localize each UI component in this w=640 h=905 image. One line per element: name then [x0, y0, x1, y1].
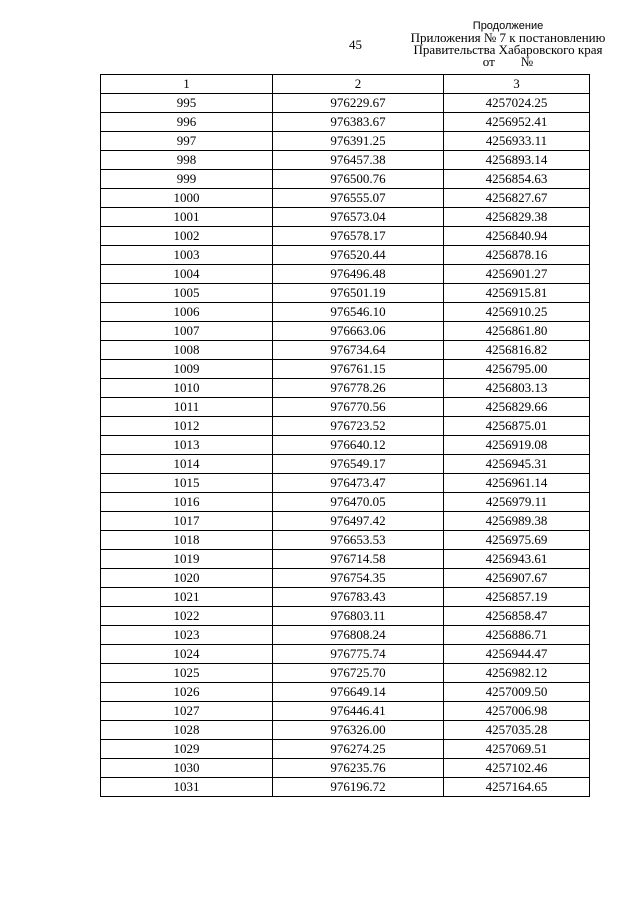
x-coordinate-cell: 976496.48 — [273, 265, 444, 284]
y-coordinate-cell: 4256854.63 — [444, 170, 590, 189]
y-coordinate-cell: 4256829.38 — [444, 208, 590, 227]
point-number-cell: 1019 — [101, 550, 273, 569]
x-coordinate-cell: 976501.19 — [273, 284, 444, 303]
table-row — [101, 683, 590, 702]
point-number-cell: 1018 — [101, 531, 273, 550]
point-number-cell: 1012 — [101, 417, 273, 436]
x-coordinate-cell: 976555.07 — [273, 189, 444, 208]
table-row — [101, 94, 590, 113]
x-coordinate-cell: 976649.14 — [273, 683, 444, 702]
table-row — [101, 360, 590, 379]
y-coordinate-cell: 4256944.47 — [444, 645, 590, 664]
x-coordinate-cell: 976723.52 — [273, 417, 444, 436]
point-number-cell: 1011 — [101, 398, 273, 417]
y-coordinate-cell: 4256919.08 — [444, 436, 590, 455]
table-body — [101, 94, 590, 797]
point-number-cell: 1014 — [101, 455, 273, 474]
table-row — [101, 778, 590, 797]
x-coordinate-cell: 976446.41 — [273, 702, 444, 721]
point-number-cell: 1021 — [101, 588, 273, 607]
y-coordinate-cell: 4256910.25 — [444, 303, 590, 322]
y-coordinate-cell: 4256795.00 — [444, 360, 590, 379]
column-header-1: 1 — [101, 75, 273, 94]
table-row — [101, 436, 590, 455]
table-row — [101, 759, 590, 778]
table-header-row — [101, 75, 590, 94]
y-coordinate-cell: 4256982.12 — [444, 664, 590, 683]
column-header-3: 3 — [444, 75, 590, 94]
x-coordinate-cell: 976473.47 — [273, 474, 444, 493]
table-row — [101, 303, 590, 322]
point-number-cell: 1017 — [101, 512, 273, 531]
table-row — [101, 265, 590, 284]
x-coordinate-cell: 976783.43 — [273, 588, 444, 607]
x-coordinate-cell: 976640.12 — [273, 436, 444, 455]
y-coordinate-cell: 4256961.14 — [444, 474, 590, 493]
point-number-cell: 1009 — [101, 360, 273, 379]
y-coordinate-cell: 4256907.67 — [444, 569, 590, 588]
x-coordinate-cell: 976391.25 — [273, 132, 444, 151]
header-appendix-line: Приложения № 7 к постановлению — [410, 30, 606, 45]
point-number-cell: 1008 — [101, 341, 273, 360]
point-number-cell: 1026 — [101, 683, 273, 702]
x-coordinate-cell: 976383.67 — [273, 113, 444, 132]
point-number-cell: 1002 — [101, 227, 273, 246]
table-row — [101, 626, 590, 645]
point-number-cell: 1028 — [101, 721, 273, 740]
header-continuation: Продолжение — [472, 20, 544, 32]
y-coordinate-cell: 4256989.38 — [444, 512, 590, 531]
y-coordinate-cell: 4256857.19 — [444, 588, 590, 607]
x-coordinate-cell: 976196.72 — [273, 778, 444, 797]
point-number-cell: 1031 — [101, 778, 273, 797]
table-row — [101, 740, 590, 759]
point-number-cell: 1013 — [101, 436, 273, 455]
table-row — [101, 645, 590, 664]
table-row — [101, 588, 590, 607]
document-header — [404, 20, 612, 68]
y-coordinate-cell: 4257024.25 — [444, 94, 590, 113]
x-coordinate-cell: 976808.24 — [273, 626, 444, 645]
y-coordinate-cell: 4256979.11 — [444, 493, 590, 512]
point-number-cell: 1003 — [101, 246, 273, 265]
point-number-cell: 1016 — [101, 493, 273, 512]
point-number-cell: 997 — [101, 132, 273, 151]
y-coordinate-cell: 4257035.28 — [444, 721, 590, 740]
y-coordinate-cell: 4257069.51 — [444, 740, 590, 759]
table-row — [101, 664, 590, 683]
page-number: 45 — [349, 37, 362, 52]
table-row — [101, 113, 590, 132]
table-row — [101, 721, 590, 740]
table-row — [101, 189, 590, 208]
table-row — [101, 151, 590, 170]
y-coordinate-cell: 4256933.11 — [444, 132, 590, 151]
table-row — [101, 208, 590, 227]
y-coordinate-cell: 4257009.50 — [444, 683, 590, 702]
table-row — [101, 322, 590, 341]
point-number-cell: 1023 — [101, 626, 273, 645]
table-row — [101, 512, 590, 531]
point-number-cell: 998 — [101, 151, 273, 170]
y-coordinate-cell: 4256829.66 — [444, 398, 590, 417]
x-coordinate-cell: 976326.00 — [273, 721, 444, 740]
point-number-cell: 1004 — [101, 265, 273, 284]
x-coordinate-cell: 976497.42 — [273, 512, 444, 531]
x-coordinate-cell: 976725.70 — [273, 664, 444, 683]
x-coordinate-cell: 976578.17 — [273, 227, 444, 246]
y-coordinate-cell: 4256952.41 — [444, 113, 590, 132]
y-coordinate-cell: 4256803.13 — [444, 379, 590, 398]
y-coordinate-cell: 4256943.61 — [444, 550, 590, 569]
x-coordinate-cell: 976653.53 — [273, 531, 444, 550]
table-row — [101, 455, 590, 474]
x-coordinate-cell: 976229.67 — [273, 94, 444, 113]
table-row — [101, 607, 590, 626]
x-coordinate-cell: 976546.10 — [273, 303, 444, 322]
y-coordinate-cell: 4256975.69 — [444, 531, 590, 550]
x-coordinate-cell: 976734.64 — [273, 341, 444, 360]
point-number-cell: 1007 — [101, 322, 273, 341]
point-number-cell: 1027 — [101, 702, 273, 721]
table-row — [101, 170, 590, 189]
point-number-cell: 1024 — [101, 645, 273, 664]
table-row — [101, 379, 590, 398]
point-number-cell: 1015 — [101, 474, 273, 493]
x-coordinate-cell: 976457.38 — [273, 151, 444, 170]
y-coordinate-cell: 4256840.94 — [444, 227, 590, 246]
table-row — [101, 227, 590, 246]
x-coordinate-cell: 976500.76 — [273, 170, 444, 189]
point-number-cell: 1006 — [101, 303, 273, 322]
header-date-number-line: от № — [482, 54, 534, 69]
table-row — [101, 569, 590, 588]
x-coordinate-cell: 976770.56 — [273, 398, 444, 417]
x-coordinate-cell: 976235.76 — [273, 759, 444, 778]
point-number-cell: 1005 — [101, 284, 273, 303]
x-coordinate-cell: 976520.44 — [273, 246, 444, 265]
x-coordinate-cell: 976470.05 — [273, 493, 444, 512]
point-number-cell: 1000 — [101, 189, 273, 208]
y-coordinate-cell: 4257102.46 — [444, 759, 590, 778]
point-number-cell: 1022 — [101, 607, 273, 626]
y-coordinate-cell: 4256816.82 — [444, 341, 590, 360]
point-number-cell: 1001 — [101, 208, 273, 227]
column-header-2: 2 — [273, 75, 444, 94]
y-coordinate-cell: 4257164.65 — [444, 778, 590, 797]
y-coordinate-cell: 4256886.71 — [444, 626, 590, 645]
table-row — [101, 246, 590, 265]
table-row — [101, 550, 590, 569]
point-number-cell: 1030 — [101, 759, 273, 778]
y-coordinate-cell: 4257006.98 — [444, 702, 590, 721]
point-number-cell: 999 — [101, 170, 273, 189]
x-coordinate-cell: 976803.11 — [273, 607, 444, 626]
x-coordinate-cell: 976549.17 — [273, 455, 444, 474]
y-coordinate-cell: 4256861.80 — [444, 322, 590, 341]
coordinates-table — [100, 74, 590, 797]
y-coordinate-cell: 4256901.27 — [444, 265, 590, 284]
table-row — [101, 474, 590, 493]
x-coordinate-cell: 976714.58 — [273, 550, 444, 569]
point-number-cell: 996 — [101, 113, 273, 132]
x-coordinate-cell: 976778.26 — [273, 379, 444, 398]
x-coordinate-cell: 976663.06 — [273, 322, 444, 341]
y-coordinate-cell: 4256893.14 — [444, 151, 590, 170]
point-number-cell: 1020 — [101, 569, 273, 588]
y-coordinate-cell: 4256875.01 — [444, 417, 590, 436]
table-row — [101, 284, 590, 303]
table-row — [101, 417, 590, 436]
y-coordinate-cell: 4256915.81 — [444, 284, 590, 303]
y-coordinate-cell: 4256878.16 — [444, 246, 590, 265]
table-row — [101, 702, 590, 721]
table-row — [101, 531, 590, 550]
x-coordinate-cell: 976775.74 — [273, 645, 444, 664]
y-coordinate-cell: 4256858.47 — [444, 607, 590, 626]
point-number-cell: 1029 — [101, 740, 273, 759]
y-coordinate-cell: 4256945.31 — [444, 455, 590, 474]
x-coordinate-cell: 976573.04 — [273, 208, 444, 227]
x-coordinate-cell: 976274.25 — [273, 740, 444, 759]
table-row — [101, 493, 590, 512]
y-coordinate-cell: 4256827.67 — [444, 189, 590, 208]
x-coordinate-cell: 976754.35 — [273, 569, 444, 588]
x-coordinate-cell: 976761.15 — [273, 360, 444, 379]
point-number-cell: 1025 — [101, 664, 273, 683]
point-number-cell: 995 — [101, 94, 273, 113]
table-row — [101, 341, 590, 360]
table-row — [101, 132, 590, 151]
header-government-line: Правительства Хабаровского края — [413, 42, 603, 57]
point-number-cell: 1010 — [101, 379, 273, 398]
table-row — [101, 398, 590, 417]
